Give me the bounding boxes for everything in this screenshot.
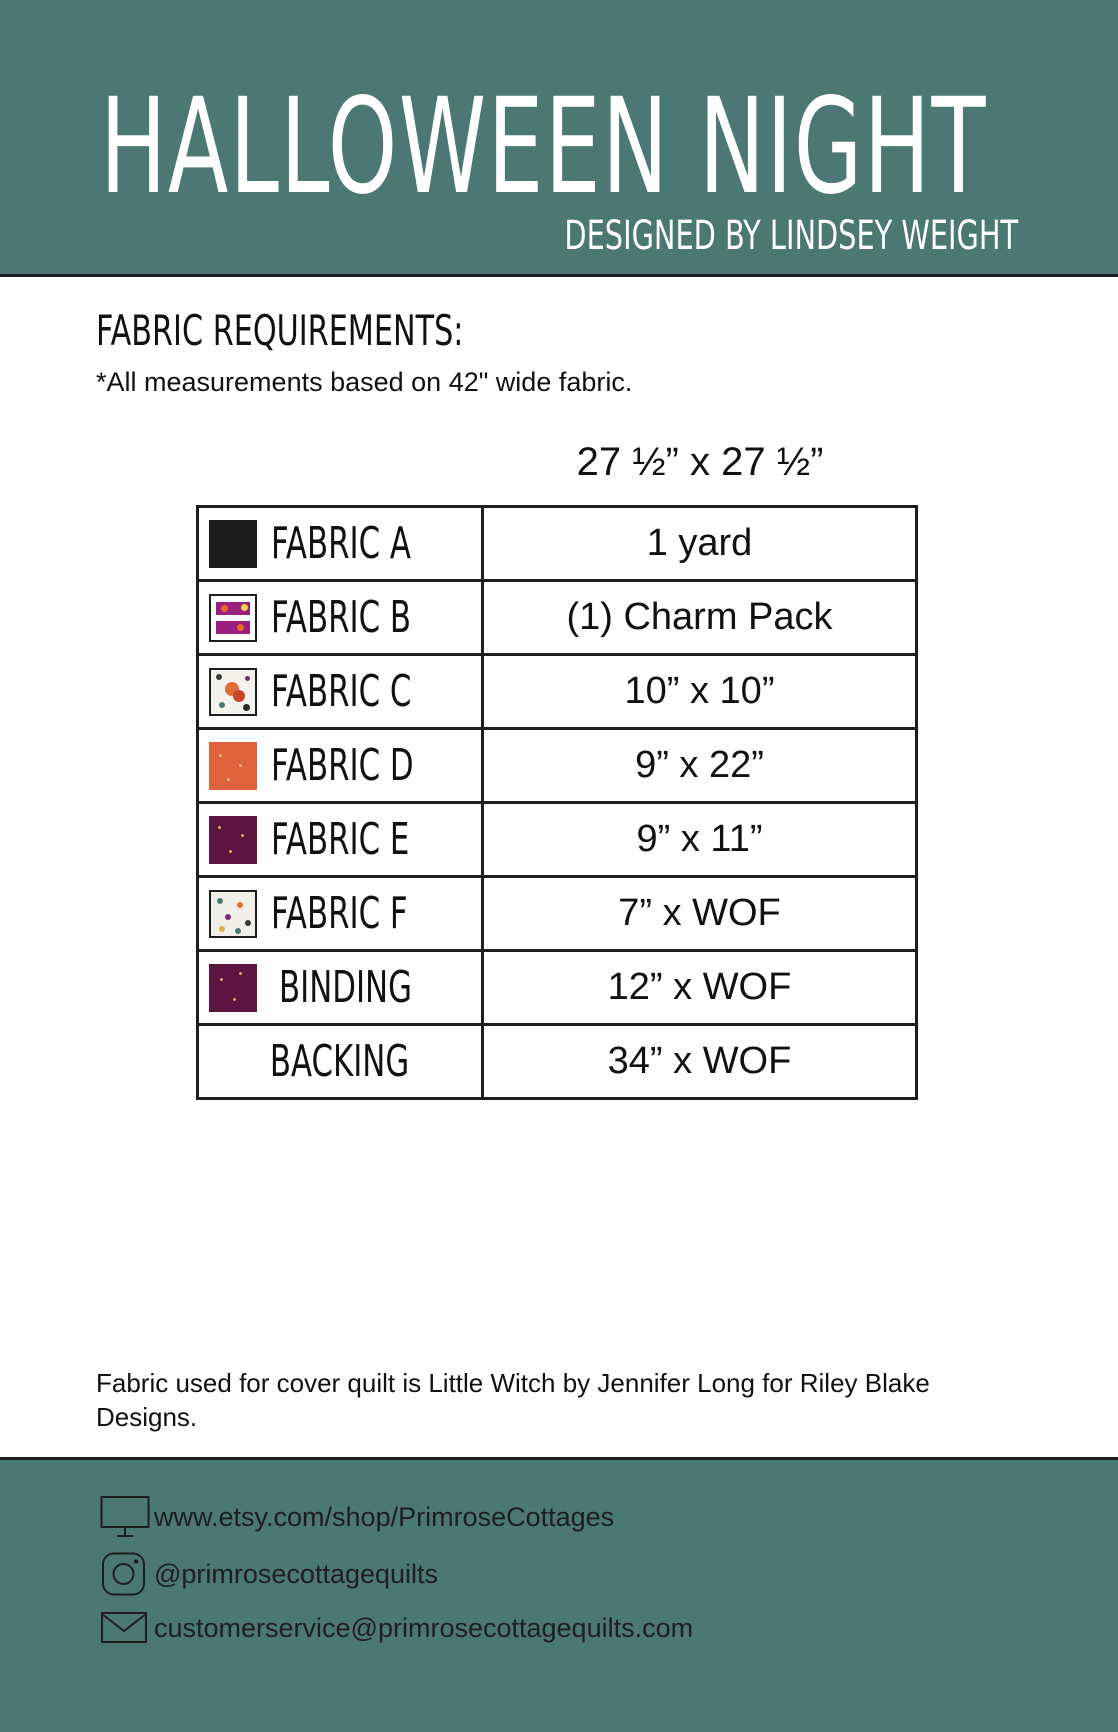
instagram-contact[interactable]: [100, 1552, 438, 1596]
fabric-b-swatch-icon: [209, 594, 257, 642]
instagram-handle[interactable]: @primrosecottagequilts: [154, 1559, 439, 1589]
table-row: [198, 877, 917, 951]
monitor-icon: [100, 1495, 150, 1539]
measurement-note: *All measurements based on 42" wide fabric.: [96, 367, 633, 397]
fabric-c-swatch-icon: [209, 668, 257, 716]
instagram-icon: [100, 1552, 150, 1596]
table-row: [198, 581, 917, 655]
email-contact[interactable]: [100, 1606, 693, 1650]
fabric-amount: 7” x WOF: [483, 877, 917, 951]
website-link[interactable]: www.etsy.com/shop/PrimroseCottages: [154, 1502, 615, 1532]
fabric-requirements-table: [196, 505, 918, 1100]
quilt-size-label: 27 ½” x 27 ½”: [576, 440, 824, 484]
fabric-amount: (1) Charm Pack: [483, 581, 917, 655]
fabric-name-cell: [198, 1025, 483, 1099]
fabric-name-cell: [198, 951, 483, 1025]
fabric-f-swatch-icon: [209, 890, 257, 938]
fabric-name-cell: [198, 655, 483, 729]
fabric-d-swatch-icon: [209, 742, 257, 790]
table-row: [198, 729, 917, 803]
table-row: [198, 655, 917, 729]
fabric-name-cell: [198, 581, 483, 655]
section-heading: FABRIC REQUIREMENTS:: [96, 306, 464, 355]
fabric-name: FABRIC D: [271, 739, 414, 791]
table-row: [198, 803, 917, 877]
fabric-a-swatch-icon: [209, 520, 257, 568]
table-row: [198, 1025, 917, 1099]
footer-band: [0, 1457, 1118, 1732]
fabric-name: FABRIC A: [271, 517, 411, 569]
fabric-amount: 1 yard: [483, 507, 917, 581]
page-title: HALLOWEEN NIGHT: [100, 70, 987, 224]
fabric-name-cell: [198, 803, 483, 877]
fabric-e-swatch-icon: [209, 816, 257, 864]
fabric-amount: 34” x WOF: [483, 1025, 917, 1099]
fabric-name: FABRIC E: [271, 813, 410, 865]
fabric-credit-note: Fabric used for cover quilt is Little Witch by Jennifer Long for Riley Blake Designs.: [96, 1368, 930, 1432]
fabric-name: BINDING: [279, 961, 412, 1013]
fabric-name-cell: [198, 729, 483, 803]
table-row: [198, 507, 917, 581]
fabric-name: BACKING: [270, 1035, 410, 1087]
fabric-amount: 9” x 22”: [483, 729, 917, 803]
designer-credit: DESIGNED BY LINDSEY WEIGHT: [564, 213, 1018, 259]
fabric-name-cell: [198, 507, 483, 581]
envelope-icon: [100, 1606, 150, 1650]
fabric-name-cell: [198, 877, 483, 951]
email-link[interactable]: customerservice@primrosecottagequilts.com: [154, 1613, 694, 1643]
fabric-name: FABRIC F: [271, 887, 408, 939]
website-contact[interactable]: [100, 1495, 614, 1539]
fabric-name: FABRIC B: [271, 591, 411, 643]
fabric-amount: 12” x WOF: [483, 951, 917, 1025]
table-row: [198, 951, 917, 1025]
fabric-amount: 10” x 10”: [483, 655, 917, 729]
binding-swatch-icon: [209, 964, 257, 1012]
header-band: [0, 0, 1118, 277]
fabric-name: FABRIC C: [271, 665, 412, 717]
fabric-amount: 9” x 11”: [483, 803, 917, 877]
